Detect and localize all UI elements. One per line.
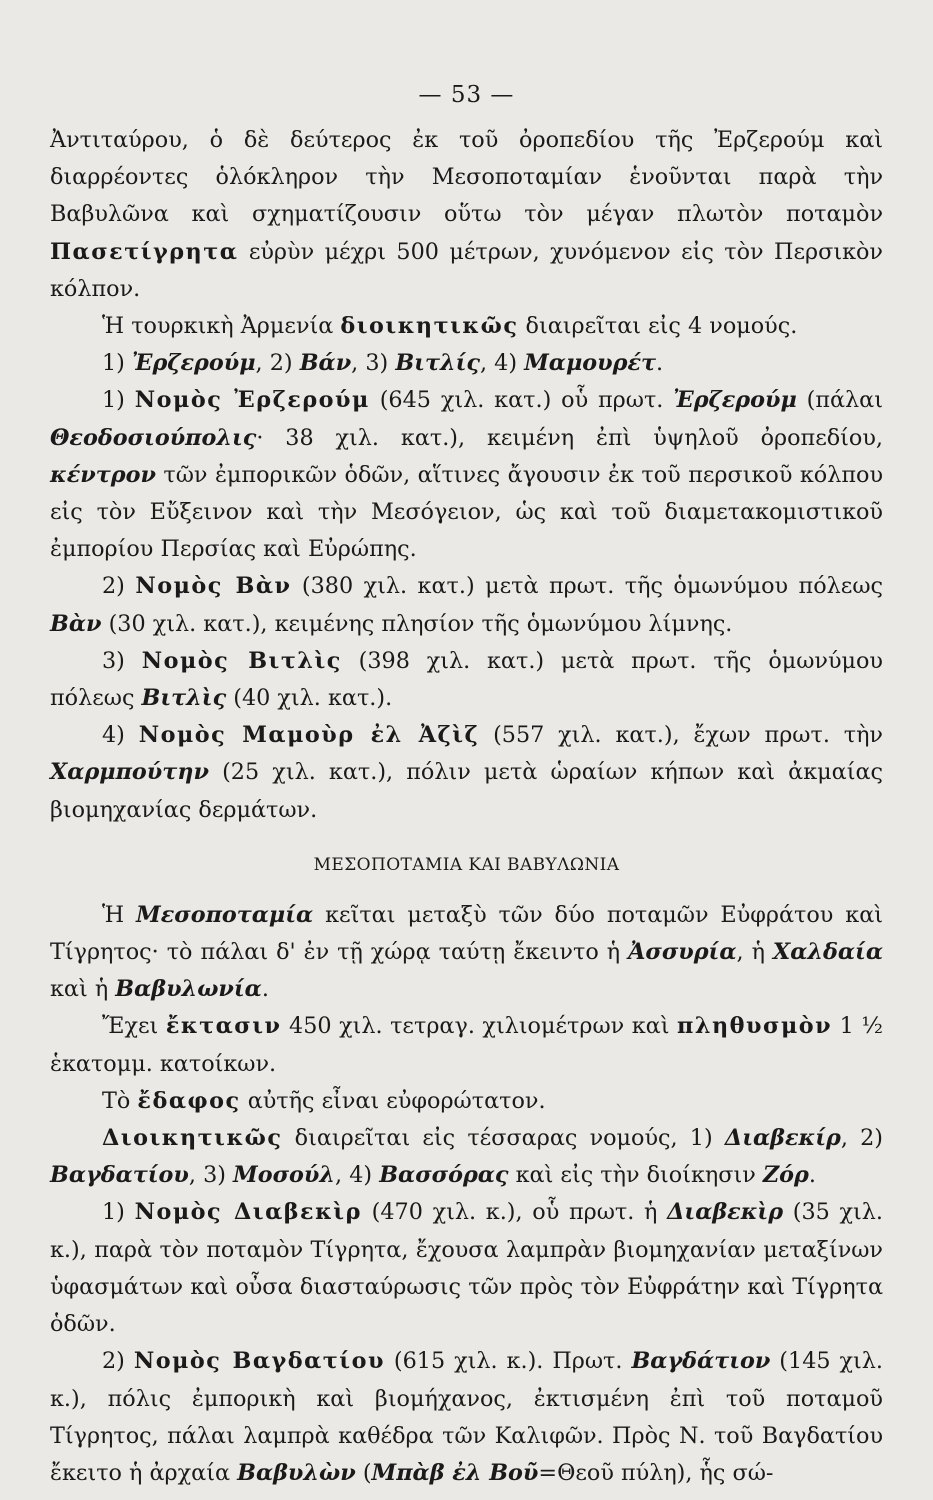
section-heading: ΜΕΣΟΠΟΤΑΜΙΑ ΚΑΙ ΒΑΒΥΛΩΝΙΑ (313, 854, 620, 875)
paragraph-8: Ἡ Μεσοποταμία κεῖται μεταξὺ τῶν δύο ποταμῶν Εὐφράτου καὶ Τίγρητος· τὸ πάλαι δ' ἐν τῇ χώρᾳ ταύτῃ ἔκειντο ἡ Ἀσσυρία, ἡ Χαλδαία καὶ ἡ Βαβυλωνία. (50, 901, 883, 1003)
paragraph-4: 1) Νομὸς Ἐρζερούμ (645 χιλ. κατ.) οὗ πρωτ. Ἐρζερούμ (πάλαι Θεοδοσιούπολις· 38 χιλ. κατ.), κειμένη ἐπὶ ὑψηλοῦ ὀροπεδίου, κέντρον τῶν ἐμπορικῶν ὁδῶν, αἵτινες ἄγουσιν ἐκ τοῦ περσικοῦ κόλπου εἰς τὸν Εὔξεινον καὶ τὴν Μεσόγειον, ὡς καὶ τοῦ διαμετακομιστικοῦ ἐμπορίου Περσίας καὶ Εὐρώπης. (50, 387, 883, 563)
page-number: — 53 — (418, 82, 515, 108)
paragraph-7: 4) Νομὸς Μαμοὺρ ἐλ Ἀζὶζ (557 χιλ. κατ.), ἔχων πρωτ. τὴν Χαρμπούτην (25 χιλ. κατ.), πόλιν μετὰ ὡραίων κήπων καὶ ἀκμαίας βιομηχανίας δερμάτων. (50, 722, 883, 823)
paragraph-2: Ἡ τουρκικὴ Ἀρμενία διοικητικῶς διαιρεῖται εἰς 4 νομούς. (102, 313, 798, 340)
paragraph-6: 3) Νομὸς Βιτλὶς (398 χιλ. κατ.) μετὰ πρωτ. τῆς ὁμωνύμου πόλεως Βιτλὶς (40 χιλ. κατ.). (50, 647, 883, 712)
paragraph-11: Διοικητικῶς διαιρεῖται εἰς τέσσαρας νομούς, 1) Διαβεκίρ, 2) Βαγδατίου, 3) Μοσούλ, 4) Βασσόρας καὶ εἰς τὴν διοίκησιν Ζόρ. (50, 1125, 883, 1189)
paragraph-9: Ἔχει ἔκτασιν 450 χιλ. τετραγ. χιλιομέτρων καὶ πληθυσμὸν 1 ½ ἑκατομμ. κατοίκων. (50, 1013, 883, 1077)
paragraph-12: 1) Νομὸς Διαβεκὶρ (470 χιλ. κ.), οὗ πρωτ. ἡ Διαβεκὶρ (35 χιλ. κ.), παρὰ τὸν ποταμὸν Τίγρητα, ἔχουσα λαμπρὰν βιομηχανίαν μεταξίνων ὑφασμάτων καὶ οὖσα διασταύρωσις τῶν πρὸς τὸν Εὐφράτην καὶ Τίγρητα ὁδῶν. (50, 1199, 883, 1338)
paragraph-5: 2) Νομὸς Βὰν (380 χιλ. κατ.) μετὰ πρωτ. τῆς ὁμωνύμου πόλεως Βὰν (30 χιλ. κατ.), κειμένης πλησίον τῆς ὁμωνύμου λίμνης. (50, 573, 883, 637)
body-text (50, 122, 883, 1492)
paragraph-10: Τὸ ἔδαφος αὐτῆς εἶναι εὐφορώτατον. (102, 1087, 546, 1114)
paragraph-13: 2) Νομὸς Βαγδατίου (615 χιλ. κ.). Πρωτ. Βαγδάτιον (145 χιλ. κ.), πόλις ἐμπορικὴ καὶ βιομήχανος, ἐκτισμένη ἐπὶ τοῦ ποταμοῦ Τίγρητος, πάλαι λαμπρὰ καθέδρα τῶν Καλιφῶν. Πρὸς Ν. τοῦ Βαγδατίου ἔκειτο ἡ ἀρχαία Βαβυλὼν (Μπὰβ ἐλ Βοῦ=Θεοῦ πύλη), ἧς σώ- (50, 1348, 884, 1486)
paragraph-1: Ἀντιταύρου, ὁ δὲ δεύτερος ἐκ τοῦ ὀροπεδίου τῆς Ἐρζερούμ καὶ διαρρέοντες ὁλόκληρον τὴν Μεσοποταμίαν ἑνοῦνται παρὰ τὴν Βαβυλῶνα καὶ σχηματίζουσιν οὕτω τὸν μέγαν πλωτὸν ποταμὸν Πασετίγρητα εὐρὺν μέχρι 500 μέτρων, χυνόμενον εἰς τὸν Περσικὸν κόλπον. (50, 127, 883, 302)
paragraph-3: 1) Ἐρζερούμ, 2) Βάν, 3) Βιτλίς, 4) Μαμουρέτ. (102, 350, 664, 377)
